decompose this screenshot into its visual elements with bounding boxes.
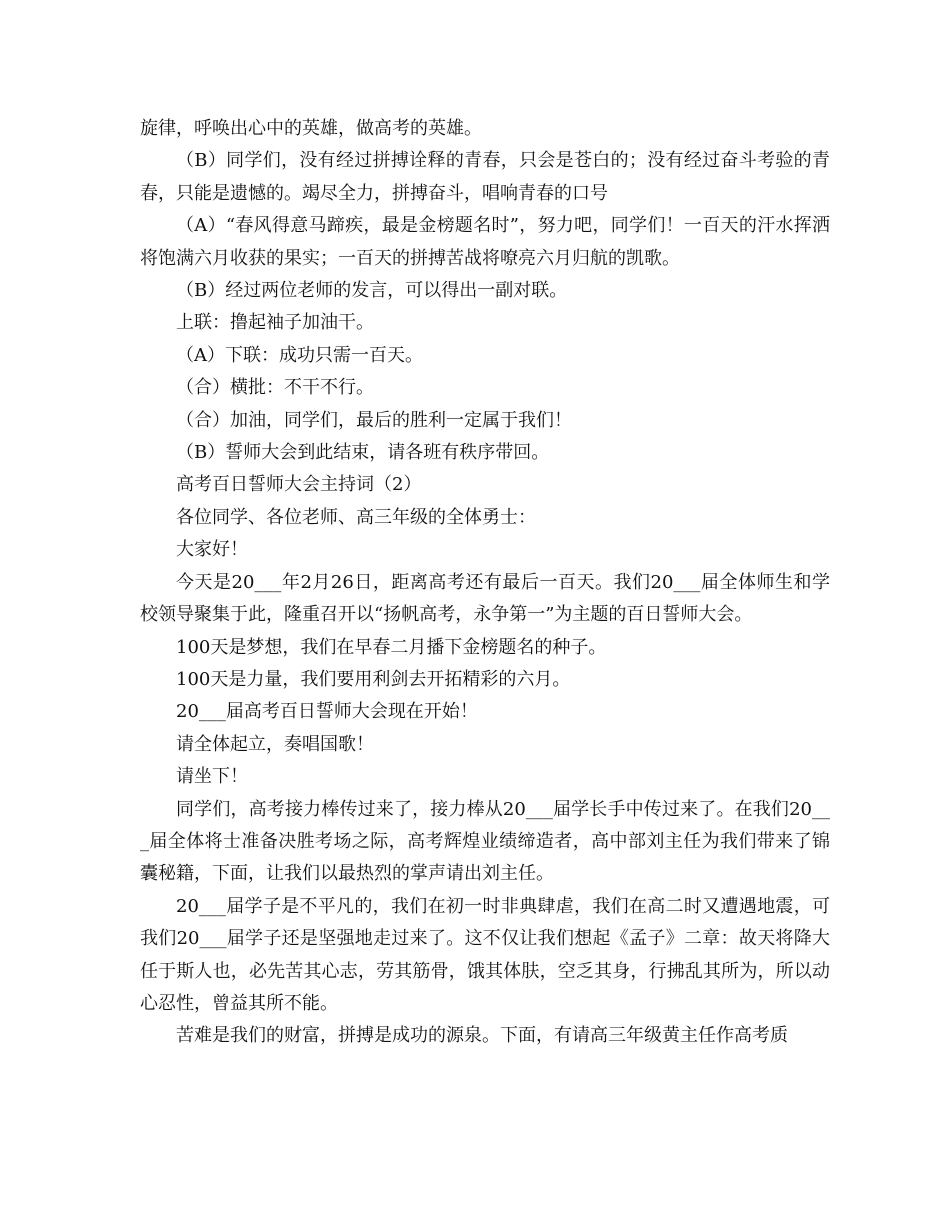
paragraph: （B）经过两位老师的发言，可以得出一副对联。 (176, 280, 568, 302)
paragraph: 请全体起立，奏唱国歌！ (176, 733, 374, 755)
paragraph: 今天是20___年2月26日，距离高考还有最后一百天。我们20___届全体师生和学校领导聚集于此，隆重召开以“扬帆高考，永争第一”为主题的百日誓师大会。 (140, 571, 830, 626)
paragraph: （B）同学们，没有经过拼搏诠释的青春，只会是苍白的；没有经过奋斗考验的青春，只能是遗憾的。竭尽全力，拼搏奋斗，唱响青春的口号 (140, 150, 830, 204)
paragraph: 苦难是我们的财富，拼搏是成功的源泉。下面，有请高三年级黄主任作高考质 (176, 1025, 788, 1047)
salutation: 各位同学、各位老师、高三年级的全体勇士： (176, 506, 536, 528)
paragraph: 请坐下！ (176, 766, 248, 788)
paragraph: （合）横批：不干不行。 (176, 377, 374, 399)
paragraph: （A）“春风得意马蹄疾，最是金榜题名时”，努力吧，同学们！一百天的汗水挥洒将饱满六月收获的果实；一百天的拼搏苦战将嘹亮六月归航的凯歌。 (140, 215, 830, 269)
paragraph: 100天是力量，我们要用利剑去开拓精彩的六月。 (176, 668, 571, 690)
paragraph: 20___届高考百日誓师大会现在开始！ (176, 701, 478, 723)
paragraph: （A）下联：成功只需一百天。 (176, 344, 423, 366)
paragraph: 100天是梦想，我们在早春二月播下金榜题名的种子。 (176, 636, 607, 658)
paragraph-continuation: 旋律，呼唤出心中的英雄，做高考的英雄。 (140, 118, 482, 139)
section-heading: 高考百日誓师大会主持词（2） (176, 474, 422, 496)
paragraph: 20___届学子是不平凡的，我们在初一时非典肆虐，我们在高二时又遭遇地震，可我们20___届学子还是坚强地走过来了。这不仅让我们想起《孟子》二章：故天将降大任于斯人也，必先苦其心志，劳其筋骨，饿其体肤，空乏其身，行拂乱其所为，所以动心忍性，曾益其所不能。 (140, 895, 830, 1014)
greeting: 大家好！ (176, 539, 248, 561)
paragraph: 同学们，高考接力棒传过来了，接力棒从20___届学长手中传过来了。在我们20___届全体将士准备决胜考场之际，高考辉煌业绩缔造者，高中部刘主任为我们带来了锦囊秘籍，下面，让我们以最热烈的掌声请出刘主任。 (140, 798, 830, 885)
document-body (140, 113, 830, 1053)
paragraph: （B）誓师大会到此结束，请各班有秩序带回。 (176, 442, 550, 464)
paragraph: （合）加油，同学们，最后的胜利一定属于我们！ (176, 409, 572, 431)
paragraph: 上联：撸起袖子加油干。 (176, 312, 374, 334)
